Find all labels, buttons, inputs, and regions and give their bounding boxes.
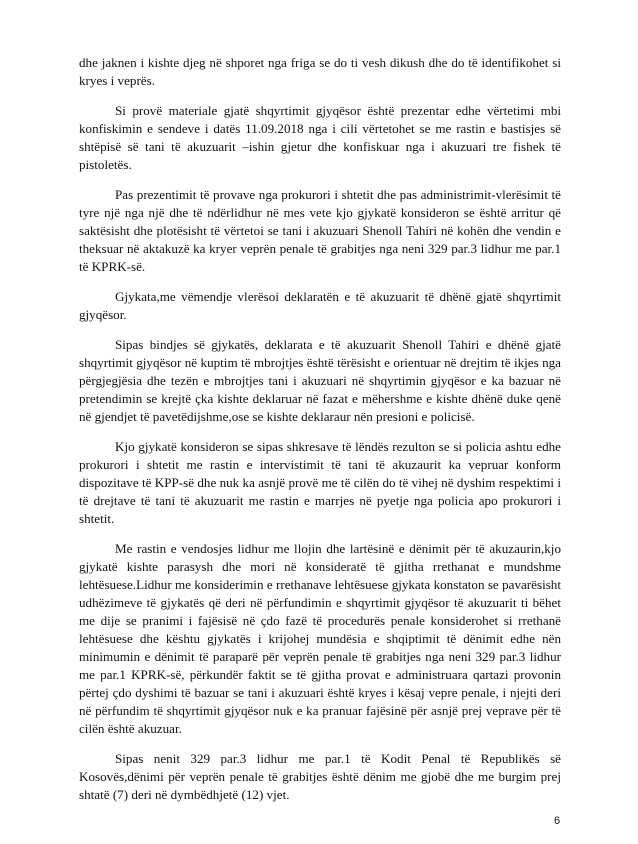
paragraph-8: Sipas nenit 329 par.3 lidhur me par.1 të Kodit Penal të Republikës së Kosovës,dënimi për veprën penale të grabitjes është dënim me gjobë dhe me burgim prej shtatë (7) deri në dymbëdhjetë (12) vjet. bbox=[79, 751, 561, 802]
paragraph-3: Pas prezentimit të provave nga prokurori i shtetit dhe pas administrimit-vlerësimit të tyre një nga një dhe të ndërlidhur në mes vete kjo gjykatë konsideron se është arritur që saktësisht dhe plotësisht të vërtetoi se tani i akuzuari Shenoll Tahiri në kohën dhe vendin e theksuar në aktakuzë ka kryer veprën penale të grabitjes nga neni 329 par.3 lidhur me par.1 të KPRK-së. bbox=[79, 187, 561, 274]
paragraph-4: Gjykata,me vëmendje vlerësoi deklaratën e të akuzuarit të dhënë gjatë shqyrtimit gjyqësor. bbox=[79, 289, 561, 322]
paragraph-2: Si provë materiale gjatë shqyrtimit gjyqësor është prezentar edhe vërtetimi mbi konfiskimin e sendeve i datës 11.09.2018 nga i cili vërtetohet se me rastin e bastisjes së shtëpisë së tani të akuzuarit –ishin gjetur dhe konfiskuar nga i akuzuari tre fishek të pistoletës. bbox=[79, 103, 561, 172]
page-number: 6 bbox=[554, 815, 561, 827]
document-body bbox=[79, 54, 561, 816]
paragraph-1: dhe jaknen i kishte djeg në shporet nga friga se do ti vesh dikush dhe do të identifikohet si kryes i veprës. bbox=[79, 55, 561, 88]
paragraph-5: Sipas bindjes së gjykatës, deklarata e të akuzuarit Shenoll Tahiri e dhënë gjatë shqyrtimit gjyqësor në kuptim të mbrojtjes është tërësisht e orientuar në drejtim të ikjes nga përgjegjësia dhe tezën e mbrojtjes tani i akuzuari në shqyrtimin gjyqësor e ka bazuar në pretendimin se krejtë çka kishte deklaruar në fazat e mëhershme e kishte dhënë duke qenë në gjendjet të pavetëdijshme,ose se kishte deklaraur nën presioni e policisë. bbox=[79, 337, 561, 424]
paragraph-7: Me rastin e vendosjes lidhur me llojin dhe lartësinë e dënimit për të akuzaurin,kjo gjykatë kishte parasysh dhe mori në konsideratë të gjitha rrethanat e mundshme lehtësuese.Lidhur me konsiderimin e rrethanave lehtësuese gjykata konstaton se pavarësisht udhëzimeve të gjykatës që deri në përfundimin e shqyrtimit gjyqësor të akuzuarit ti bëhet me dije se pranimi i fajësisë në çdo fazë të procedurës penale konsiderohet si rrethanë lehtësuese dhe kështu gjykatës i krijohej mundësia e shqiptimit të dënimit edhe nën minimumin e dënimit të paraparë për veprën penale të grabitjes nga neni 329 par.3 lidhur me par.1 KPRK-së, përkundër faktit se të gjitha provat e administruara qartazi provonin përtej çdo dyshimi të bazuar se tani i akuzuari është kryes i kësaj vepre penale, i njejti deri në përfundim të shqyrtimit gjyqësor nuk e ka pranuar fajësinë për asnjë prej veprave për të cilën është akuzuar. bbox=[79, 541, 561, 736]
paragraph-6: Kjo gjykatë konsideron se sipas shkresave të lëndës rezulton se si policia ashtu edhe prokurori i shtetit me rastin e intervistimit të tani të akuzaurit ka vepruar konform dispozitave të KPP-së dhe nuk ka asnjë provë me të cilën do të vihej në dyshim respektimi i të drejtave të tani të akuzuarit me rastin e marrjes në pyetje nga policia apo prokurori i shtetit. bbox=[79, 439, 561, 526]
